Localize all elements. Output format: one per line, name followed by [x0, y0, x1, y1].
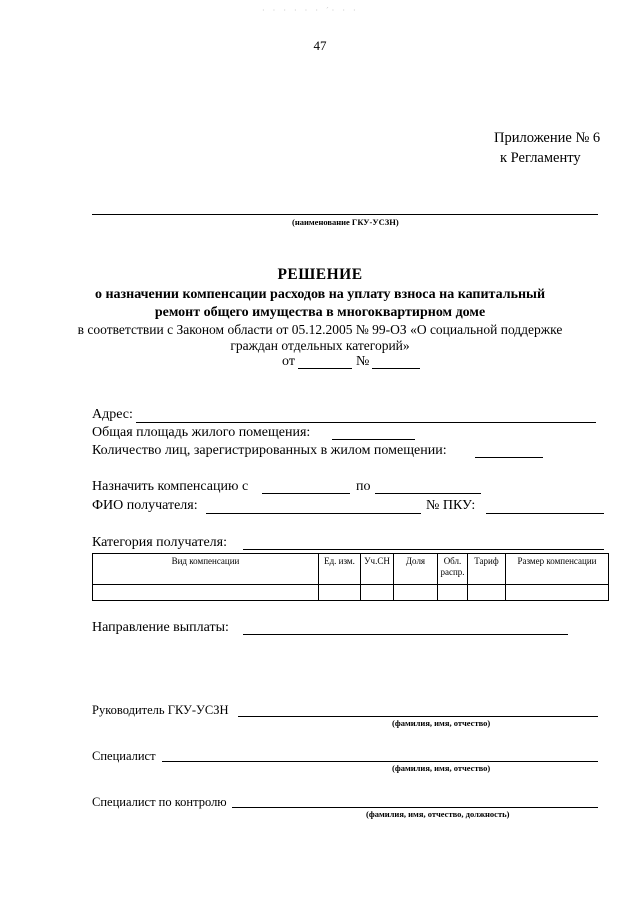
appendix-line-1: Приложение № 6	[494, 130, 601, 146]
address-field[interactable]	[136, 422, 596, 423]
number-field[interactable]	[372, 368, 420, 369]
assign-to-label: по	[356, 479, 371, 494]
table-cell[interactable]	[361, 585, 394, 601]
direction-label: Направление выплаты:	[92, 620, 229, 635]
signature-caption-head: (фамилия, имя, отчество)	[392, 718, 491, 728]
address-label: Адрес:	[92, 407, 133, 422]
table-header-cell: Размер компенсации	[506, 554, 609, 585]
area-label: Общая площадь жилого помещения:	[92, 425, 311, 440]
appendix-line-2: к Регламенту	[500, 150, 581, 166]
persons-field[interactable]	[475, 457, 543, 458]
signature-caption-control: (фамилия, имя, отчество, должность)	[366, 809, 510, 819]
number-label: №	[356, 354, 370, 369]
org-name-caption: (наименование ГКУ-УСЗН)	[292, 217, 399, 227]
table-header-cell: Ед. изм.	[319, 554, 361, 585]
fio-field[interactable]	[206, 513, 421, 514]
table-header-cell: Уч.СН	[361, 554, 394, 585]
fio-label: ФИО получателя:	[92, 498, 198, 513]
document-subtitle	[0, 286, 640, 322]
assign-from-label: Назначить компенсацию с	[92, 479, 249, 494]
signature-label-specialist: Специалист	[92, 749, 156, 763]
assign-to-field[interactable]	[375, 493, 481, 494]
scan-artifact: · · · · · · ´· · ·	[262, 6, 359, 15]
date-field[interactable]	[298, 368, 352, 369]
table-cell[interactable]	[93, 585, 319, 601]
date-label: от	[282, 354, 295, 369]
table-header-cell: Тариф	[468, 554, 506, 585]
pku-label: № ПКУ:	[426, 498, 476, 513]
subtitle-line-2: ремонт общего имущества в многоквартирном доме	[154, 305, 486, 320]
subtitle-line-1: о назначении компенсации расходов на уплату взноса на капитальный	[94, 287, 546, 302]
area-field[interactable]	[332, 439, 415, 440]
table-cell[interactable]	[468, 585, 506, 601]
compensation-table	[92, 553, 609, 601]
table-header-cell: Доля	[394, 554, 438, 585]
org-name-line[interactable]	[92, 214, 598, 215]
table-cell[interactable]	[319, 585, 361, 601]
signature-line-specialist[interactable]	[162, 761, 598, 762]
table-header-cell: Вид компенсации	[93, 554, 319, 585]
direction-field[interactable]	[243, 634, 568, 635]
persons-label: Количество лиц, зарегистрированных в жилом помещении:	[92, 443, 447, 458]
signature-line-head[interactable]	[238, 716, 598, 717]
document-title: РЕШЕНИЕ	[277, 266, 363, 283]
category-field[interactable]	[243, 549, 604, 550]
signature-caption-specialist: (фамилия, имя, отчество)	[392, 763, 491, 773]
assign-from-field[interactable]	[262, 493, 350, 494]
law-line-2: граждан отдельных категорий»	[230, 338, 410, 353]
table-header-cell: Обл. распр.	[438, 554, 468, 585]
table-cell[interactable]	[394, 585, 438, 601]
signature-label-head: Руководитель ГКУ-УСЗН	[92, 703, 229, 717]
page-number: 47	[313, 38, 327, 53]
signature-label-control: Специалист по контролю	[92, 795, 227, 809]
law-line-1: в соответствии с Законом области от 05.12.2005 № 99-ОЗ «О социальной поддержке	[77, 322, 563, 337]
table-header-row	[93, 554, 609, 585]
table-cell[interactable]	[438, 585, 468, 601]
law-reference	[0, 322, 640, 354]
category-label: Категория получателя:	[92, 535, 227, 550]
table-row	[93, 585, 609, 601]
appendix-block	[494, 128, 600, 168]
table-cell[interactable]	[506, 585, 609, 601]
signature-line-control[interactable]	[232, 807, 598, 808]
pku-field[interactable]	[486, 513, 604, 514]
